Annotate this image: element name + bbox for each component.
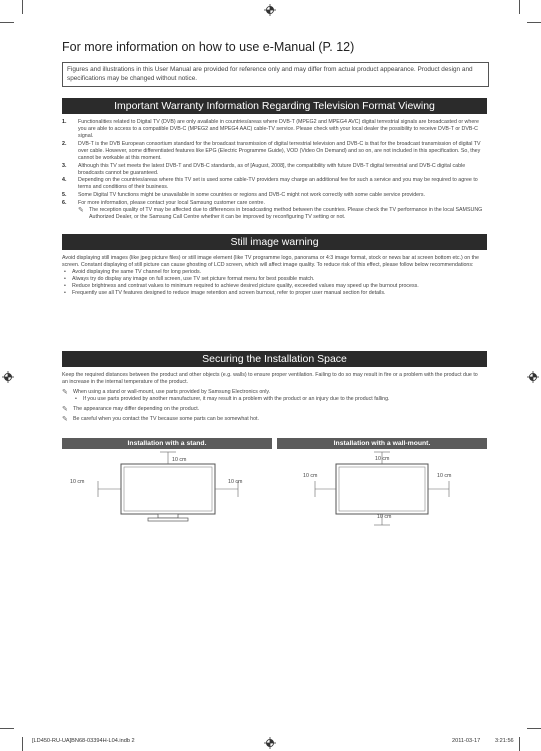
list-item: 1. Functionalities related to Digital TV (DVB) are only available in countries/areas where DVB-T (MPEG2 and MPEG4 AVC) digital terrestrial signals are broadcasted or where you are able to access to a compatible DVB-C (MPEG2 and MPEG4 AAC) cable-TV service. Please check with your local dealer the possibility to receive DVB-T or DVB-C signal. bbox=[62, 119, 479, 140]
pencil-note-icon: ✎ bbox=[78, 206, 84, 214]
page-title: For more information on how to use e-Manual (P. 12) bbox=[62, 40, 355, 54]
list-item: 4. Depending on the countries/areas where this TV set is used some cable-TV providers may charge an additional fee for such a service and you may be required to agree to terms and conditions of their business. bbox=[62, 177, 478, 191]
list-item: • Frequently use all TV features designed to reduce image retention and screen burnout, refer to proper user manual section for details. bbox=[62, 290, 485, 297]
crop-mark bbox=[519, 737, 520, 751]
list-item: 6. For more information, please contact your local Samsung customer care centre. bbox=[62, 199, 265, 206]
installation-note: ✎ Be careful when you contact the TV because some parts can be somewhat hot. bbox=[62, 415, 259, 423]
list-item: • Always try do display any image on full screen, use TV set picture format menu for best possible match. bbox=[62, 276, 485, 283]
wall-mount-diagram-title: Installation with a wall-mount. bbox=[277, 438, 487, 449]
pencil-note-icon: ✎ bbox=[62, 405, 68, 413]
distance-label-top: 10 cm bbox=[172, 457, 187, 463]
still-image-intro: Avoid displaying still images (like jpeg picture files) or still image element (like TV programme logo, panorama or 4:3 image format, stock or news bar at screen bottom etc.) on the screen. Constant displaying of still picture can cause ghosting of LCD screen, which will affect image quality. To reduce risk of this effect, please follow below recommendations: bbox=[62, 255, 479, 269]
list-item: • Reduce brightness and contrast values to minimum required to achieve desired picture quality, exceeded values may speed up the burnout process. bbox=[62, 283, 485, 290]
distance-label-right: 10 cm bbox=[228, 479, 243, 485]
list-item: 2. DVB-T is the DVB European consortium standard for the broadcast transmission of digital terrestrial television and DVB-C is that for the broadcast transmission of digital TV over cable. However, some differentiated features like EPG (Electric Programme Guide), VOD (Video On Demand) and so on, are not included in this specification. So, they cannot be workable at this moment. bbox=[62, 140, 481, 161]
stand-diagram-title: Installation with a stand. bbox=[62, 438, 272, 449]
crop-mark bbox=[519, 0, 520, 14]
pencil-note-icon: ✎ bbox=[62, 415, 68, 423]
crop-mark bbox=[0, 728, 14, 729]
registration-mark-icon bbox=[2, 371, 14, 383]
list-item: 3. Although this TV set meets the latest DVB-T and DVB-C standards, as of [August, 2008], the compatibility with future DVB-T digital terrestrial and DVB-C digital cable broadcasts cannot be guaranteed. bbox=[62, 162, 466, 176]
crop-mark bbox=[0, 22, 14, 23]
still-image-section bbox=[62, 255, 485, 298]
registration-mark-icon bbox=[264, 4, 276, 16]
footer-date: 2011-03-17 bbox=[452, 738, 481, 744]
installation-note: ✎ When using a stand or wall-mount, use parts provided by Samsung Electronics only. bbox=[62, 388, 271, 396]
list-item: • Avoid displaying the same TV channel for long periods. bbox=[62, 269, 485, 276]
warranty-note: ✎ The reception quality of TV may be affected due to differences in broadcasting method between the countries. Please check the TV performance in the local SAMSUNG Authorized Dealer, or the Samsung Call Centre whether it can be improved by reconfiguring TV setting or not. bbox=[78, 206, 483, 221]
crop-mark bbox=[527, 728, 541, 729]
distance-label-top: 10 cm bbox=[375, 456, 390, 462]
crop-mark bbox=[22, 737, 23, 751]
warranty-list bbox=[62, 119, 484, 222]
distance-label-bottom: 10 cm bbox=[377, 514, 392, 520]
stand-diagram bbox=[62, 438, 272, 526]
footer-time: 3:21:56 bbox=[495, 738, 514, 744]
wall-mount-diagram bbox=[277, 438, 487, 526]
installation-intro: Keep the required distances between the product and other objects (e.g. walls) to ensure proper ventilation. Failing to do so may result in fire or a problem with the product due to an increase in the internal temperature of the product. bbox=[62, 372, 478, 386]
still-image-heading: Still image warning bbox=[62, 234, 487, 250]
still-image-list bbox=[62, 269, 485, 297]
list-item: 5. Some Digital TV functions might be unavailable in some countries or regions and DVB-C might not work correctly with some cable service providers. bbox=[62, 191, 426, 198]
registration-mark-icon bbox=[264, 737, 276, 749]
stand-tv-illustration bbox=[62, 449, 272, 526]
warranty-heading: Important Warranty Information Regarding Television Format Viewing bbox=[62, 98, 487, 114]
crop-mark bbox=[527, 22, 541, 23]
footer-filename: [LD450-RU-UA]BN68-03394H-L04.indb 2 bbox=[32, 738, 135, 744]
distance-label-right: 10 cm bbox=[437, 473, 452, 479]
installation-note: ✎ The appearance may differ depending on the product. bbox=[62, 405, 200, 413]
pencil-note-icon: ✎ bbox=[62, 388, 68, 396]
installation-heading: Securing the Installation Space bbox=[62, 351, 487, 367]
distance-label-left: 10 cm bbox=[70, 479, 85, 485]
crop-mark bbox=[22, 0, 23, 14]
registration-mark-icon bbox=[527, 371, 539, 383]
distance-label-left: 10 cm bbox=[303, 473, 318, 479]
list-item: • If you use parts provided by another manufacturer, it may result in a problem with the product or an injury due to the product falling. bbox=[73, 396, 485, 403]
disclaimer-box: Figures and illustrations in this User Manual are provided for reference only and may differ from actual product appearance. Product design and specifications may be changed without notice. bbox=[62, 62, 489, 87]
installation-section bbox=[62, 372, 485, 424]
